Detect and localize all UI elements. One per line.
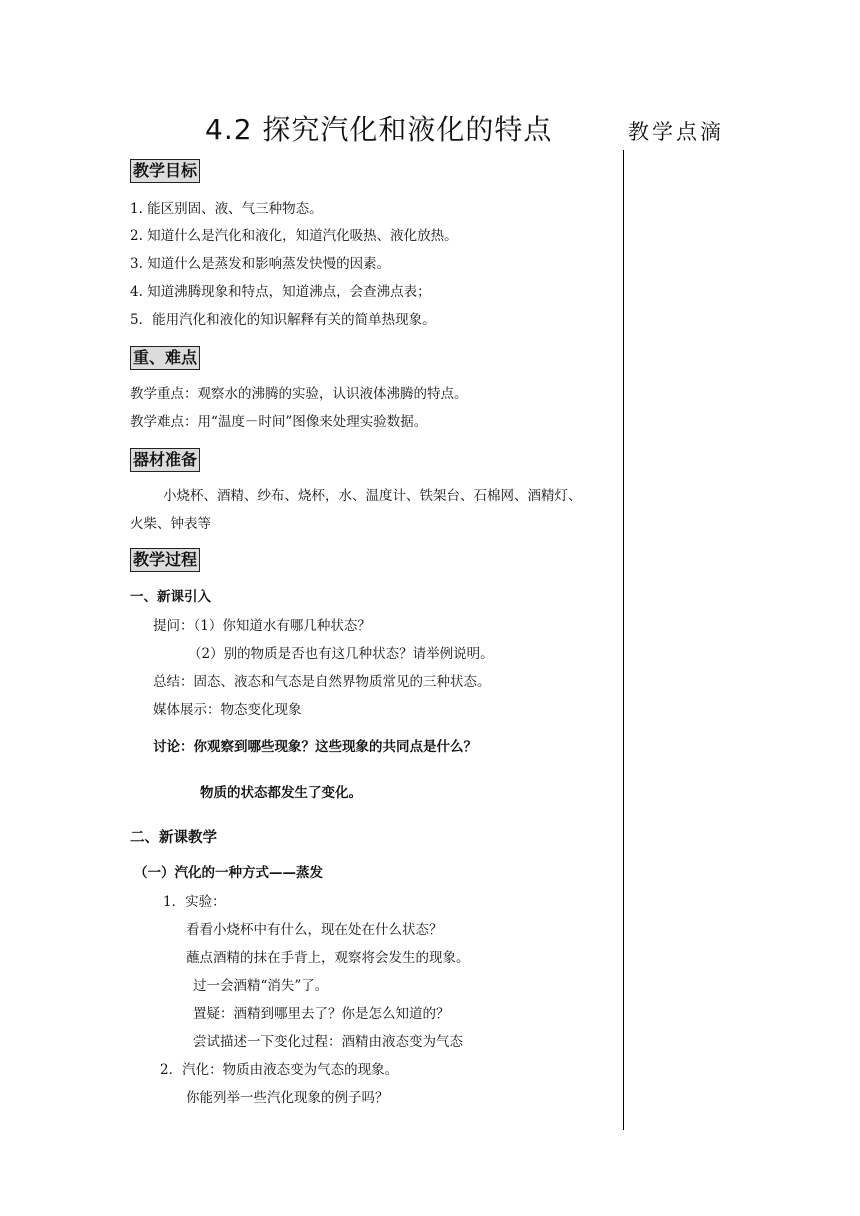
experiment-line: 尝试描述一下变化过程：酒精由液态变为气态 bbox=[193, 1034, 463, 1050]
process-line: 提问：（1）你知道水有哪几种状态？ bbox=[153, 618, 371, 634]
vaporization-question: 你能列举一些汽化现象的例子吗？ bbox=[186, 1090, 389, 1106]
objective-item: 2. 知道什么是汽化和液化，知道汽化吸热、液化放热。 bbox=[130, 228, 458, 244]
process-line: 媒体展示：物态变化现象 bbox=[153, 702, 302, 718]
objective-item: 1. 能区别固、液、气三种物态。 bbox=[130, 201, 323, 217]
objectives-heading: 教学目标 bbox=[130, 159, 200, 183]
objective-item: 4. 知道沸腾现象和特点，知道沸点，会查沸点表； bbox=[130, 284, 431, 300]
discussion-answer: 物质的状态都发生了变化。 bbox=[200, 785, 362, 801]
materials-text: 小烧杯、酒精、纱布、烧杯，水、温度计、铁架台、石棉网、酒精灯、 bbox=[163, 488, 582, 504]
discussion-text: 讨论：你观察到哪些现象？这些现象的共同点是什么？ bbox=[153, 739, 477, 755]
section-title: 一、新课引入 bbox=[130, 589, 211, 605]
objective-item: 3. 知道什么是蒸发和影响蒸发快慢的因素。 bbox=[130, 256, 391, 272]
subsection-title: （一）汽化的一种方式——蒸发 bbox=[134, 865, 323, 881]
experiment-label: 1．实验： bbox=[163, 894, 226, 910]
materials-text: 火柴、钟表等 bbox=[130, 516, 211, 532]
key-points-heading: 重、难点 bbox=[130, 346, 200, 370]
process-heading: 教学过程 bbox=[130, 548, 200, 572]
experiment-line: 置疑：酒精到哪里去了？你是怎么知道的？ bbox=[193, 1006, 450, 1022]
sidebar-label: 教学点滴 bbox=[628, 120, 724, 144]
process-line: 总结：固态、液态和气态是自然界物质常见的三种状态。 bbox=[153, 674, 491, 690]
objective-item: 5．能用汽化和液化的知识解释有关的简单热现象。 bbox=[130, 312, 436, 328]
key-point-item: 教学重点：观察水的沸腾的实验，认识液体沸腾的特点。 bbox=[130, 386, 468, 402]
experiment-line: 蘸点酒精的抹在手背上，观察将会发生的现象。 bbox=[186, 950, 470, 966]
sidebar-divider bbox=[623, 150, 624, 1130]
experiment-line: 过一会酒精“消失”了。 bbox=[193, 978, 329, 994]
process-line: （2）别的物质是否也有这几种状态？请举例说明。 bbox=[188, 646, 494, 662]
section-title: 二、新课教学 bbox=[130, 830, 217, 846]
key-point-item: 教学难点：用“温度－时间”图像来处理实验数据。 bbox=[130, 414, 428, 430]
materials-heading: 器材准备 bbox=[130, 448, 200, 472]
experiment-line: 看看小烧杯中有什么，现在处在什么状态？ bbox=[186, 922, 443, 938]
vaporization-definition: 2．汽化：物质由液态变为气态的现象。 bbox=[160, 1062, 399, 1078]
page-title: 4.2 探究汽化和液化的特点 bbox=[205, 113, 553, 146]
